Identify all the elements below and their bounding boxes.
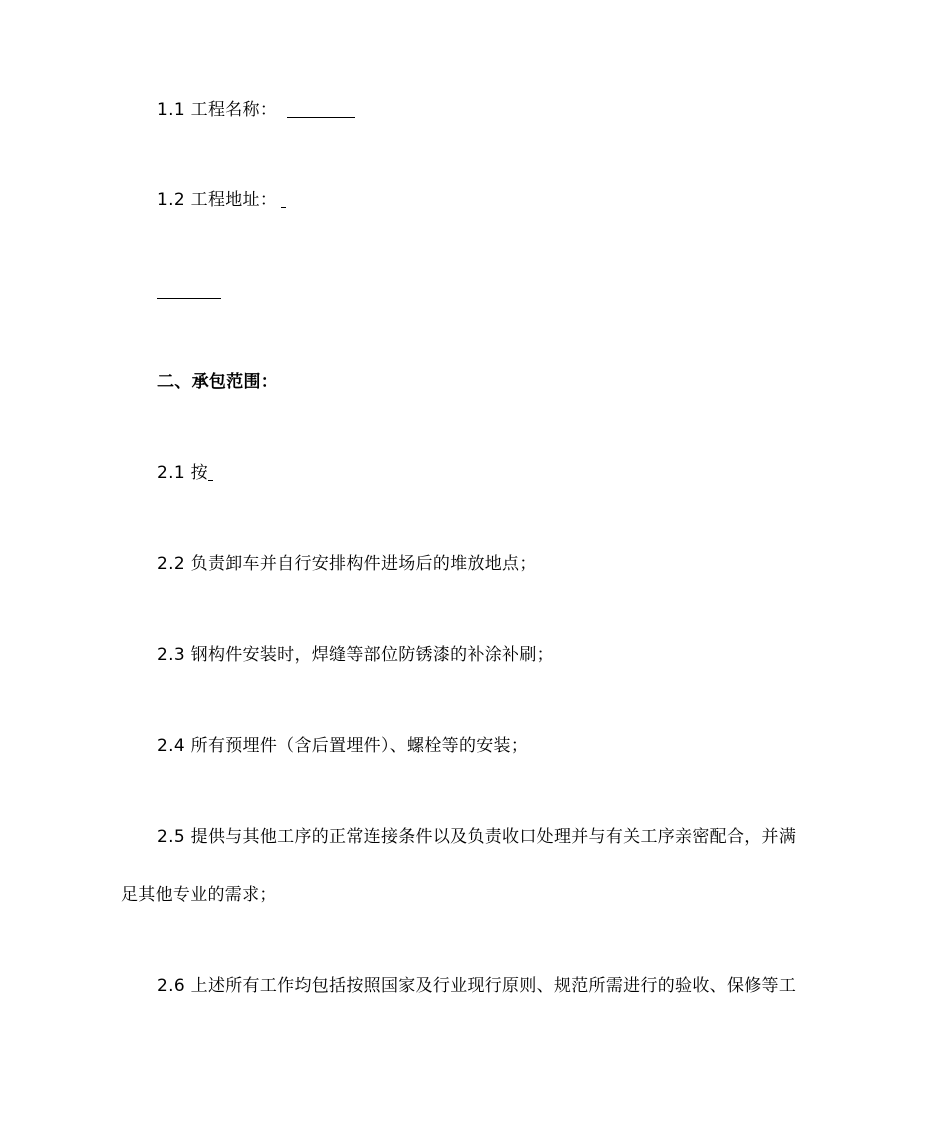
clause-2-5: 2.5 提供与其他工序的正常连接条件以及负责收口处理并与有关工序亲密配合，并满 xyxy=(157,827,797,847)
clause-2-4: 2.4 所有预埋件（含后置埋件）、螺栓等的安装； xyxy=(157,736,529,756)
project-address-label: 1.2 工程地址： xyxy=(157,190,278,210)
clause-2-1-text: 2.1 按 xyxy=(157,463,208,483)
clause-2-1-blank xyxy=(208,462,213,481)
address-continuation-blank xyxy=(157,280,221,299)
clause-2-6: 2.6 上述所有工作均包括按照国家及行业现行原则、规范所需进行的验收、保修等工 xyxy=(157,976,797,996)
project-name-line xyxy=(157,99,355,121)
project-name-label: 1.1 工程名称： xyxy=(157,100,278,120)
project-name-blank xyxy=(287,99,355,118)
section-heading-scope: 二、承包范围： xyxy=(157,372,279,392)
clause-2-3: 2.3 钢构件安装时，焊缝等部位防锈漆的补涂补刷； xyxy=(157,645,554,665)
clause-2-5-continuation: 足其他专业的需求； xyxy=(121,885,277,905)
clause-2-2: 2.2 负责卸车并自行安排构件进场后的堆放地点； xyxy=(157,554,537,574)
clause-2-1 xyxy=(157,462,213,484)
address-continuation-line xyxy=(157,280,221,302)
project-address-blank xyxy=(281,189,286,208)
project-address-line xyxy=(157,189,286,211)
